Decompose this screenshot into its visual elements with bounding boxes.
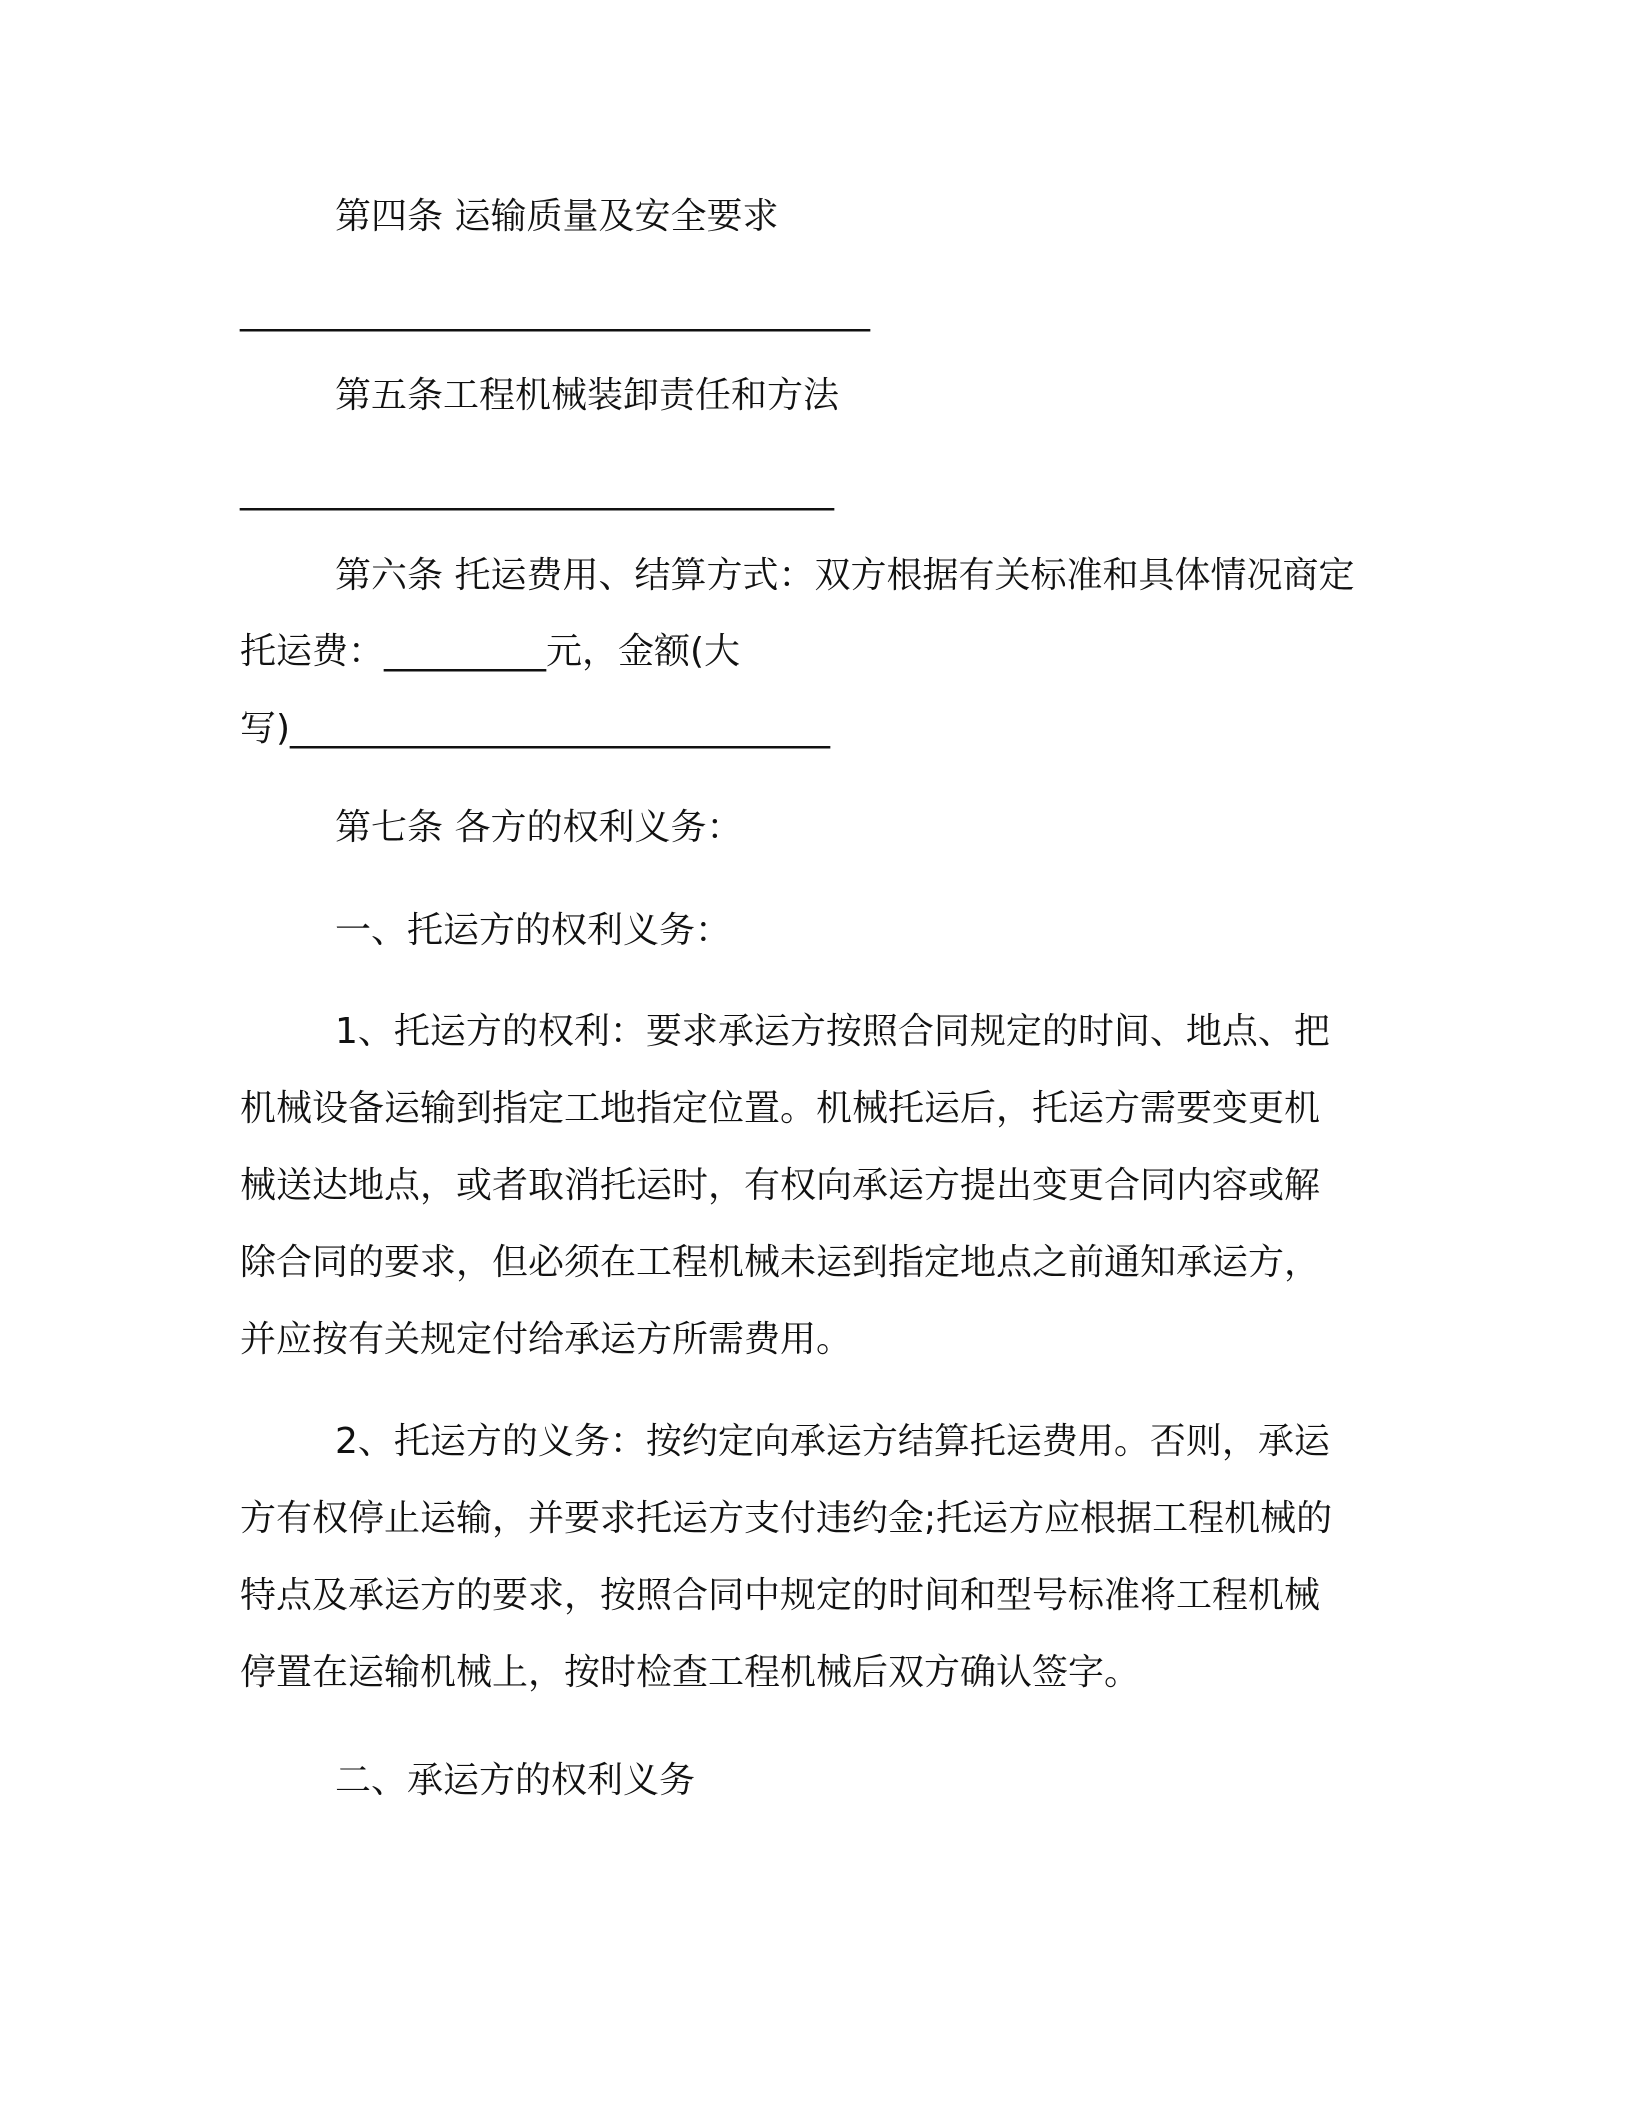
section-2-heading: 二、承运方的权利义务 [335,1760,696,1801]
clause-1-line-1: 1、托运方的权利：要求承运方按照合同规定的时间、地点、把 [335,1011,1330,1052]
article-6-fee-line: 托运费：_________元，金额(大 [240,631,741,672]
article-5-blank-line: _________________________________ [240,470,834,511]
article-6-amount-line: 写)______________________________ [240,708,831,749]
article-7-heading: 第七条 各方的权利义务： [335,807,743,848]
clause-2-line-4: 停置在运输机械上，按时检查工程机械后双方确认签字。 [240,1652,1141,1693]
section-1-heading: 一、托运方的权利义务： [335,910,732,951]
clause-1-line-3: 械送达地点，或者取消托运时，有权向承运方提出变更合同内容或解 [240,1165,1321,1206]
article-5-heading: 第五条工程机械装卸责任和方法 [335,375,840,416]
clause-1-line-4: 除合同的要求，但必须在工程机械未运到指定地点之前通知承运方， [240,1242,1321,1283]
clause-2-line-1: 2、托运方的义务：按约定向承运方结算托运费用。否则，承运 [335,1421,1330,1462]
clause-2-line-3: 特点及承运方的要求，按照合同中规定的时间和型号标准将工程机械 [240,1575,1321,1616]
clause-2-line-2: 方有权停止运输，并要求托运方支付违约金;托运方应根据工程机械的 [240,1498,1333,1539]
article-4-blank-line: ___________________________________ [240,291,870,332]
clause-1-line-2: 机械设备运输到指定工地指定位置。机械托运后，托运方需要变更机 [240,1088,1321,1129]
article-6-heading: 第六条 托运费用、结算方式：双方根据有关标准和具体情况商定 [335,555,1355,596]
article-4-heading: 第四条 运输质量及安全要求 [335,196,779,237]
clause-1-line-5: 并应按有关规定付给承运方所需费用。 [240,1319,853,1360]
